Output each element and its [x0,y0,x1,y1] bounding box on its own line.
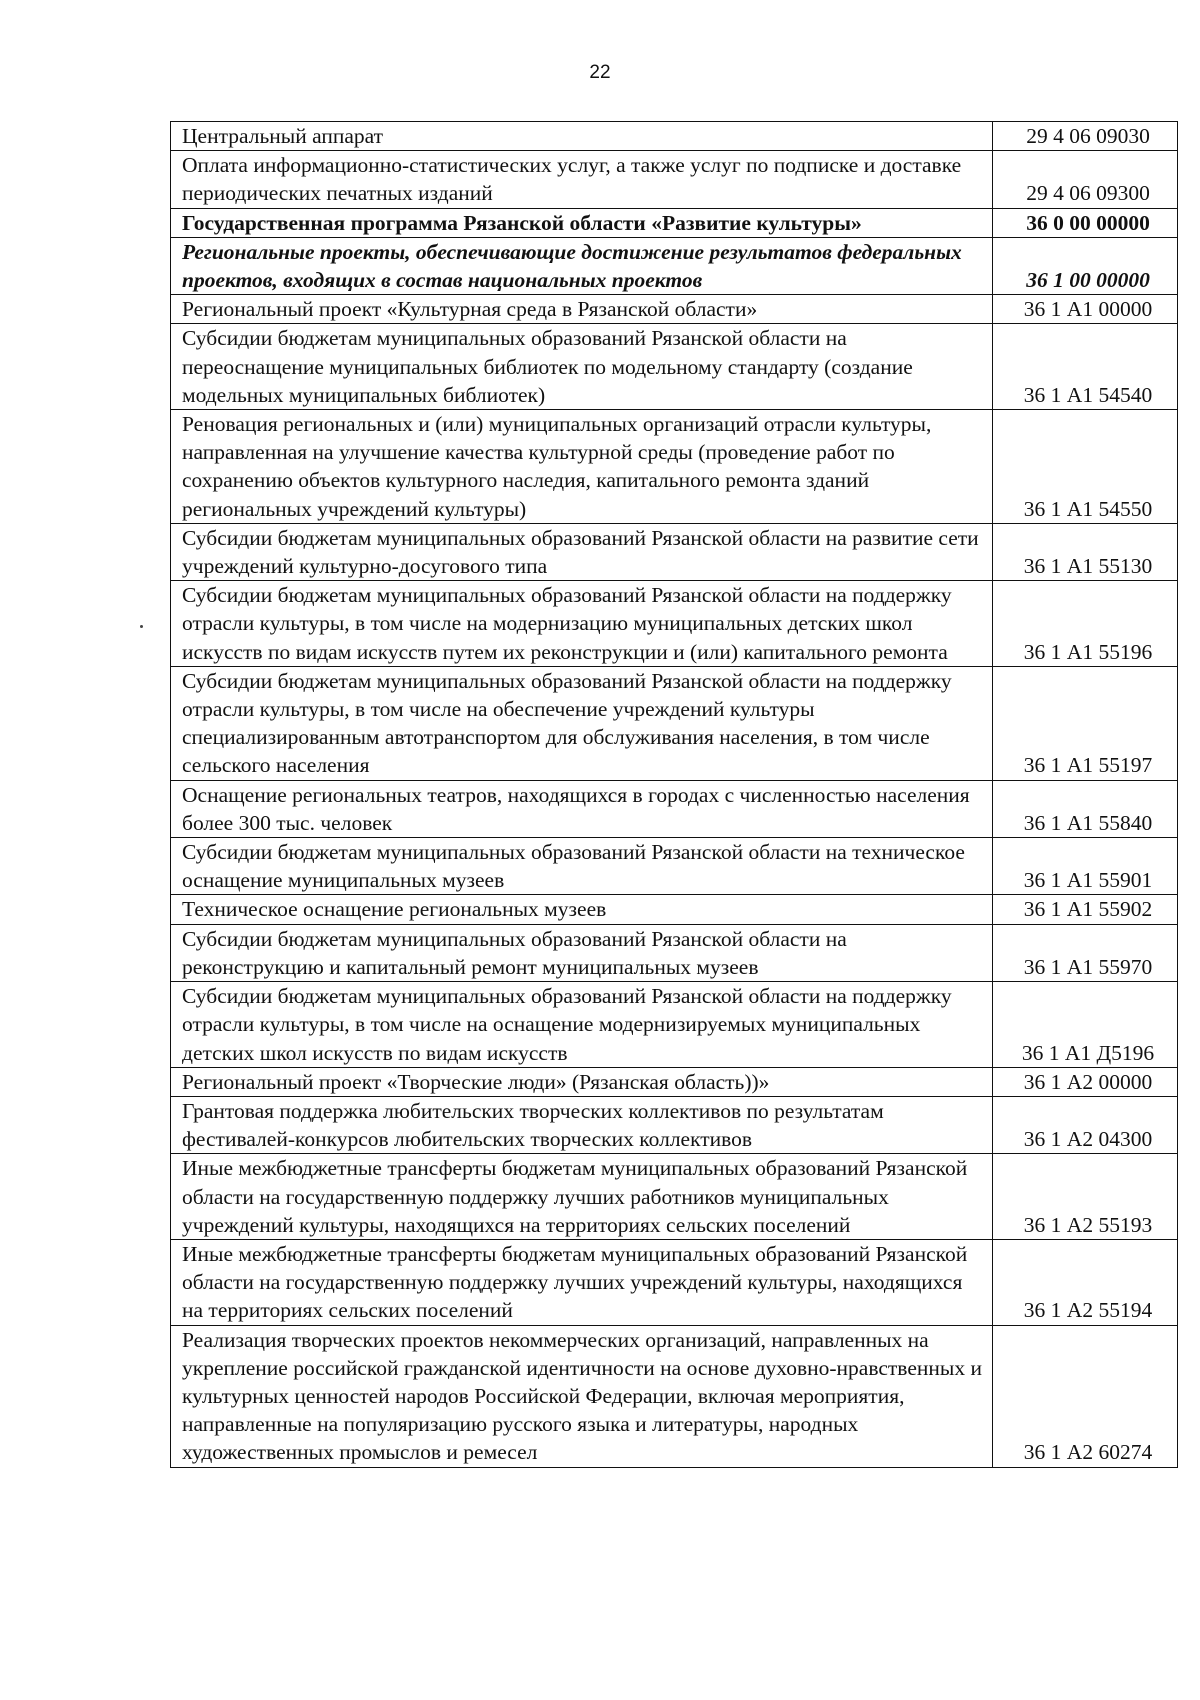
row-name-cell: Региональные проекты, обеспечивающие достижение результатов федеральных проектов, входящих в состав национальных проектов [171,237,993,294]
row-code-cell: 36 1 А2 60274 [993,1325,1178,1467]
table-row [171,780,1178,837]
table-row [171,581,1178,667]
row-code-cell: 36 1 А1 00000 [993,295,1178,324]
table-row [171,982,1178,1068]
row-code-cell: 36 1 А1 55130 [993,523,1178,580]
table-row [171,924,1178,981]
table-row [171,1096,1178,1153]
row-name-cell: Субсидии бюджетам муниципальных образований Рязанской области на поддержку отрасли культуры, в том числе на модернизацию муниципальных детских школ искусств по видам искусств путем их реконструкции и (или) капитального ремонта [171,581,993,667]
row-name-cell: Оснащение региональных театров, находящихся в городах с численностью населения более 300 тыс. человек [171,780,993,837]
row-name-cell: Реновация региональных и (или) муниципальных организаций отрасли культуры, направленная на улучшение качества культурной среды (проведение работ по сохранению объектов культурного наследия, капитального ремонта зданий региональных учреждений культуры) [171,410,993,524]
row-code-cell: 29 4 06 09300 [993,151,1178,208]
row-name-cell: Субсидии бюджетам муниципальных образований Рязанской области на развитие сети учреждений культурно-досугового типа [171,523,993,580]
table-row [171,324,1178,410]
table-body [171,122,1178,1468]
row-name-cell: Грантовая поддержка любительских творческих коллективов по результатам фестивалей-конкурсов любительских творческих коллективов [171,1096,993,1153]
table-row [171,895,1178,924]
row-name-cell: Субсидии бюджетам муниципальных образований Рязанской области на переоснащение муниципальных библиотек по модельному стандарту (создание модельных муниципальных библиотек) [171,324,993,410]
table-row [171,122,1178,151]
row-code-cell: 36 1 А2 55193 [993,1154,1178,1240]
table-row [171,208,1178,237]
table-row [171,237,1178,294]
row-code-cell: 29 4 06 09030 [993,122,1178,151]
row-code-cell: 36 1 А2 04300 [993,1096,1178,1153]
row-code-cell: 36 0 00 00000 [993,208,1178,237]
row-name-cell: Субсидии бюджетам муниципальных образований Рязанской области на реконструкцию и капитальный ремонт муниципальных музеев [171,924,993,981]
row-name-cell: Центральный аппарат [171,122,993,151]
row-name-cell: Иные межбюджетные трансферты бюджетам муниципальных образований Рязанской области на государственную поддержку лучших учреждений культуры, находящихся на территориях сельских поселений [171,1239,993,1325]
row-name-cell: Техническое оснащение региональных музеев [171,895,993,924]
row-code-cell: 36 1 А1 55902 [993,895,1178,924]
row-name-cell: Субсидии бюджетам муниципальных образований Рязанской области на поддержку отрасли культуры, в том числе на обеспечение учреждений культуры специализированным автотранспортом для обслуживания населения, в том числе сельского населения [171,666,993,780]
row-name-cell: Региональный проект «Творческие люди» (Рязанская область))» [171,1067,993,1096]
row-code-cell: 36 1 00 00000 [993,237,1178,294]
table-row [171,295,1178,324]
table-row [171,1239,1178,1325]
row-code-cell: 36 1 А1 54540 [993,324,1178,410]
table-row [171,151,1178,208]
table-row [171,410,1178,524]
row-name-cell: Субсидии бюджетам муниципальных образований Рязанской области на техническое оснащение муниципальных музеев [171,838,993,895]
row-name-cell: Иные межбюджетные трансферты бюджетам муниципальных образований Рязанской области на государственную поддержку лучших работников муниципальных учреждений культуры, находящихся на территориях сельских поселений [171,1154,993,1240]
row-name-cell: Государственная программа Рязанской области «Развитие культуры» [171,208,993,237]
table-row [171,1154,1178,1240]
row-name-cell: Субсидии бюджетам муниципальных образований Рязанской области на поддержку отрасли культуры, в том числе на оснащение модернизируемых муниципальных детских школ искусств по видам искусств [171,982,993,1068]
row-name-cell: Оплата информационно-статистических услуг, а также услуг по подписке и доставке периодических печатных изданий [171,151,993,208]
row-code-cell: 36 1 А2 55194 [993,1239,1178,1325]
page-number: 22 [589,62,611,83]
table-row [171,666,1178,780]
row-code-cell: 36 1 А1 55901 [993,838,1178,895]
row-code-cell: 36 1 А1 55970 [993,924,1178,981]
table-row [171,523,1178,580]
budget-classification-table [170,121,1178,1468]
row-code-cell: 36 1 А1 55840 [993,780,1178,837]
row-name-cell: Реализация творческих проектов некоммерческих организаций, направленных на укрепление российской гражданской идентичности на основе духовно-нравственных и культурных ценностей народов Российской Федерации, включая мероприятия, направленные на популяризацию русского языка и литературы, народных художественных промыслов и ремесел [171,1325,993,1467]
scan-dot-mark [140,625,143,628]
table-row [171,1325,1178,1467]
row-code-cell: 36 1 А2 00000 [993,1067,1178,1096]
row-code-cell: 36 1 А1 55197 [993,666,1178,780]
row-code-cell: 36 1 А1 54550 [993,410,1178,524]
row-code-cell: 36 1 А1 55196 [993,581,1178,667]
row-code-cell: 36 1 А1 Д5196 [993,982,1178,1068]
table-row [171,838,1178,895]
row-name-cell: Региональный проект «Культурная среда в Рязанской области» [171,295,993,324]
table-row [171,1067,1178,1096]
